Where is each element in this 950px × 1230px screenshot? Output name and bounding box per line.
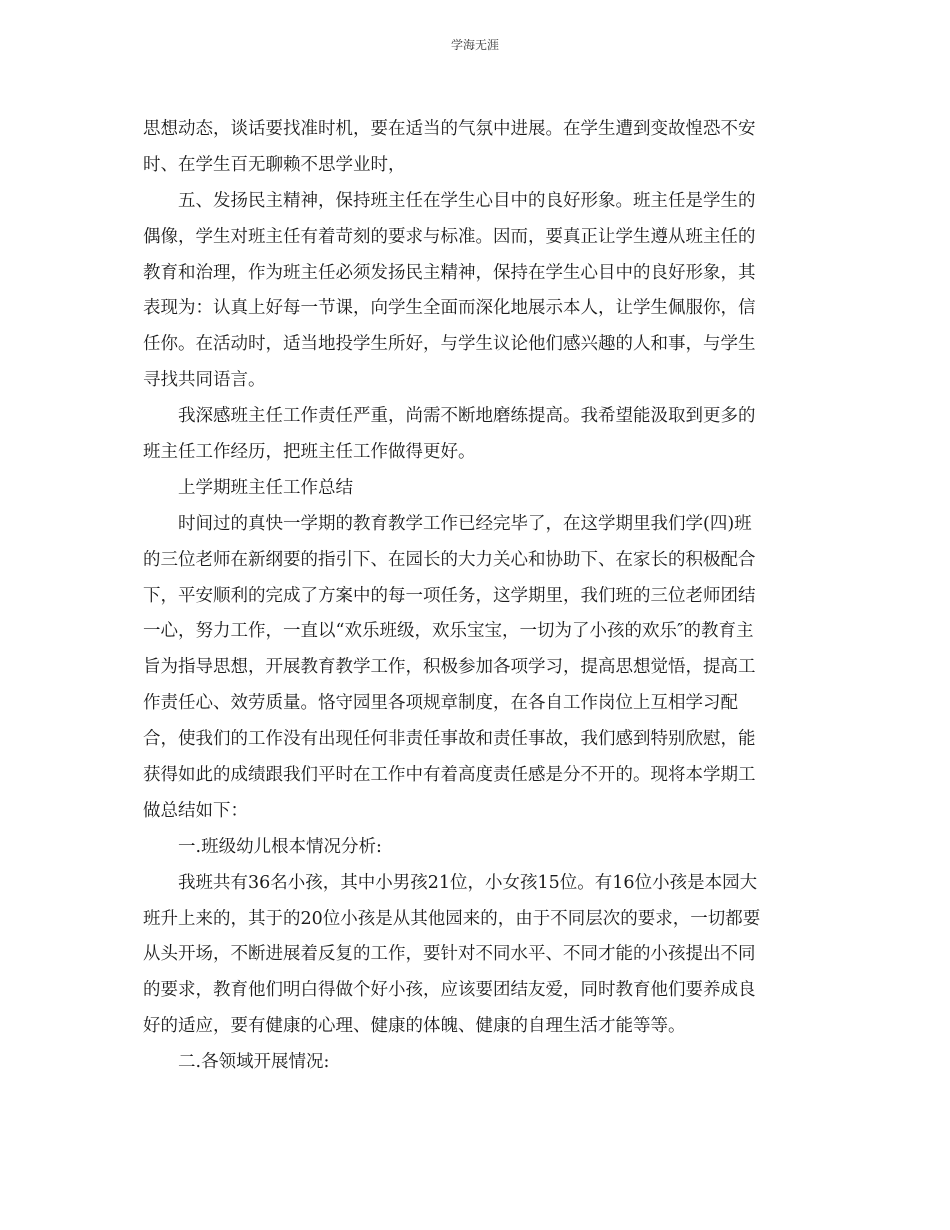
text-line: 一.班级幼儿根本情况分析: — [178, 836, 382, 857]
text-line: 的三位老师在新纲要的指引下、在园长的大力关心和协助下、在家长的积极配合 — [143, 549, 756, 570]
text-line: 获得如此的成绩跟我们平时在工作中有着高度责任感是分不开的。现将本学期工 — [143, 765, 756, 786]
text-line: 任你。在活动时，适当地投学生所好，与学生议论他们感兴趣的人和事，与学生 — [143, 334, 756, 355]
document-body — [143, 112, 801, 1081]
text-line: 合，使我们的工作没有出现任何非责任事故和责任事故，我们感到特别欣慰，能 — [143, 729, 756, 750]
text-line: 五、发扬民主精神，保持班主任在学生心目中的良好形象。班主任是学生的 — [178, 190, 756, 211]
text-line: 从头开场，不断进展着反复的工作，要针对不同水平、不同才能的小孩提出不同 — [143, 944, 756, 965]
page-header: 学海无涯 — [450, 38, 499, 52]
text-line: 班升上来的，其于的20位小孩是从其他园来的，由于不同层次的要求，一切都要 — [143, 908, 761, 929]
text-line: 下，平安顺利的完成了方案中的每一项任务，这学期里，我们班的三位老师团结 — [143, 585, 756, 606]
text-line: 一心，努力工作，一直以“欢乐班级，欢乐宝宝，一切为了小孩的欢乐″的教育主 — [143, 621, 754, 642]
text-line: 班主任工作经历，把班主任工作做得更好。 — [143, 442, 476, 463]
text-line: 作责任心、效劳质量。恪守园里各项规章制度，在各自工作岗位上互相学习配 — [143, 693, 738, 714]
text-line: 做总结如下： — [143, 800, 248, 821]
text-line: 好的适应，要有健康的心理、健康的体魄、健康的自理生活才能等等。 — [143, 1016, 686, 1037]
text-line: 我深感班主任工作责任严重，尚需不断地磨练提高。我希望能汲取到更多的 — [178, 406, 756, 427]
text-line: 寻找共同语言。 — [143, 370, 266, 391]
text-line: 思想动态，谈话要找准时机，要在适当的气氛中进展。在学生遭到变故惶恐不安 — [143, 119, 756, 139]
text-line: 旨为指导思想，开展教育教学工作，积极参加各项学习，提高思想觉悟，提高工 — [143, 657, 756, 678]
text-line: 的要求，教育他们明白得做个好小孩，应该要团结友爱，同时教育他们要养成良 — [143, 980, 756, 1001]
text-line: 偶像，学生对班主任有着苛刻的要求与标准。因而，要真正让学生遵从班主任的 — [143, 226, 756, 247]
text-line: 上学期班主任工作总结 — [178, 477, 353, 498]
text-line: 时、在学生百无聊赖不思学业时， — [143, 154, 406, 175]
text-line: 我班共有36名小孩，其中小男孩21位，小女孩15位。有16位小孩是本园大 — [178, 872, 758, 893]
text-line: 时间过的真快一学期的教育教学工作已经完毕了，在这学期里我们学(四)班 — [178, 513, 752, 534]
text-line: 二.各领域开展情况: — [178, 1052, 330, 1073]
text-line: 教育和治理，作为班主任必须发扬民主精神，保持在学生心目中的良好形象，其 — [143, 262, 756, 283]
text-line: 表现为：认真上好每一节课，向学生全面而深化地展示本人，让学生佩服你，信 — [143, 298, 756, 319]
